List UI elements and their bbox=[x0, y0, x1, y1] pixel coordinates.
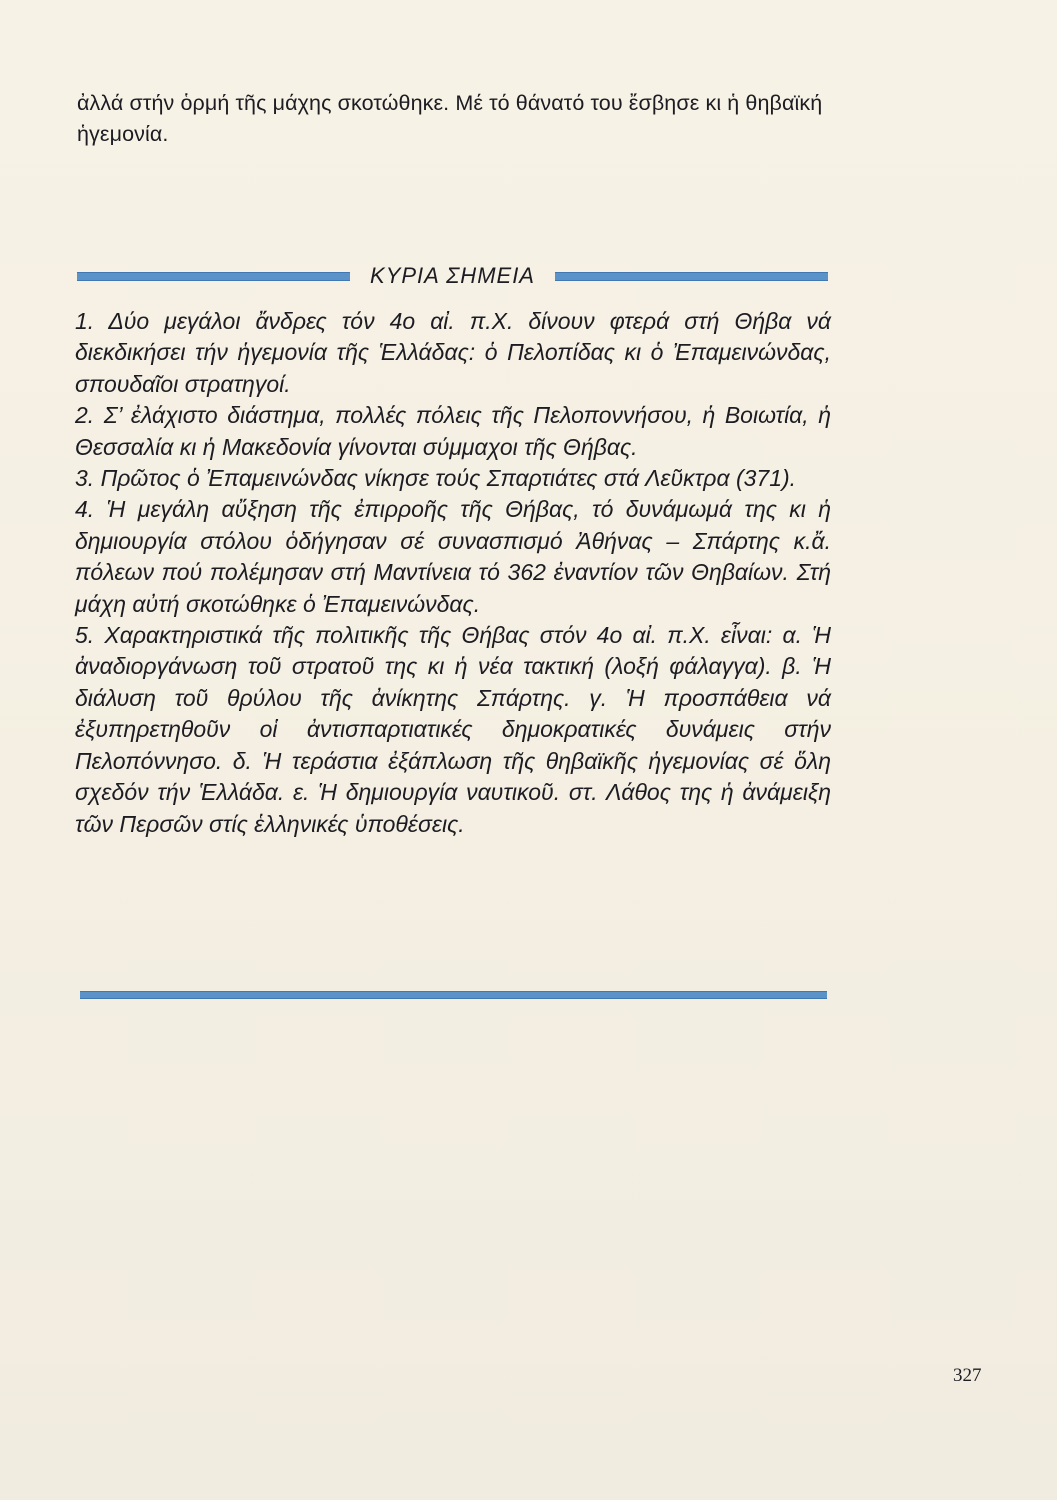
key-point-2: 2. Σ’ ἐλάχιστο διάστημα, πολλές πόλεις τῆς Πελοποννήσου, ἡ Βοιωτία, ἡ Θεσσαλία κι ἡ Μακεδονία γίνονται σύμμαχοι τῆς Θήβας. bbox=[75, 402, 831, 460]
key-point-5: 5. Χαρακτηριστικά τῆς πολιτικῆς τῆς Θήβας στόν 4ο αἰ. π.Χ. εἶναι: α. Ἡ ἀναδιοργάνωση τοῦ στρατοῦ της κι ἡ νέα τακτική (λοξή φάλαγγα). β. Ἡ διάλυση τοῦ θρύλου τῆς ἀνίκητης Σπάρτης. γ. Ἡ προσπάθεια νά ἐξυπηρετηθοῦν οἱ ἀντισπαρτιατικές δημοκρατικές δυνάμεις στήν Πελοπόννησο. δ. Ἡ τεράστια ἐξάπλωση τῆς θηβαϊκῆς ἡγεμονίας σέ ὅλη σχεδόν τήν Ἑλλάδα. ε. Ἡ δημιουργία ναυτικοῦ. στ. Λάθος της ἡ ἀνάμειξη τῶν Περσῶν στίς ἑλληνικές ὑποθέσεις. bbox=[75, 622, 831, 837]
key-point-4: 4. Ἡ μεγάλη αὔξηση τῆς ἐπιρροῆς τῆς Θήβας, τό δυνάμωμά της κι ἡ δημιουργία στόλου ὁδήγησαν σέ συνασπισμό Ἀθήνας – Σπάρτης κ.ἄ. πόλεων πού πολέμησαν στή Μαντίνεια τό 362 ἐναντίον τῶν Θηβαίων. Στή μάχη αὐτή σκοτώθηκε ὁ Ἐπαμεινώνδας. bbox=[75, 496, 831, 617]
key-point-1: 1. Δύο μεγάλοι ἄνδρες τόν 4ο αἰ. π.Χ. δίνουν φτερά στή Θήβα νά διεκδικήσει τήν ἡγεμονία τῆς Ἑλλάδας: ὁ Πελοπίδας κι ὁ Ἐπαμεινώνδας, σπουδαῖοι στρατηγοί. bbox=[75, 308, 831, 397]
section-bottom-rule bbox=[80, 991, 827, 999]
page-number: 327 bbox=[953, 1365, 982, 1386]
heading-rule-right bbox=[555, 272, 828, 281]
intro-paragraph: ἀλλά στήν ὁρμή τῆς μάχης σκοτώθηκε. Μέ τό θάνατό του ἔσβησε κι ἡ θηβαϊκή ἡγεμονία. bbox=[77, 91, 823, 146]
section-header bbox=[77, 256, 828, 296]
key-points-list bbox=[75, 306, 831, 840]
section-heading: ΚΥΡΙΑ ΣΗΜΕΙΑ bbox=[370, 263, 535, 288]
heading-rule-left bbox=[77, 272, 350, 281]
key-point-3: 3. Πρῶτος ὁ Ἐπαμεινώνδας νίκησε τούς Σπαρτιάτες στά Λεῦκτρα (371). bbox=[75, 465, 797, 492]
